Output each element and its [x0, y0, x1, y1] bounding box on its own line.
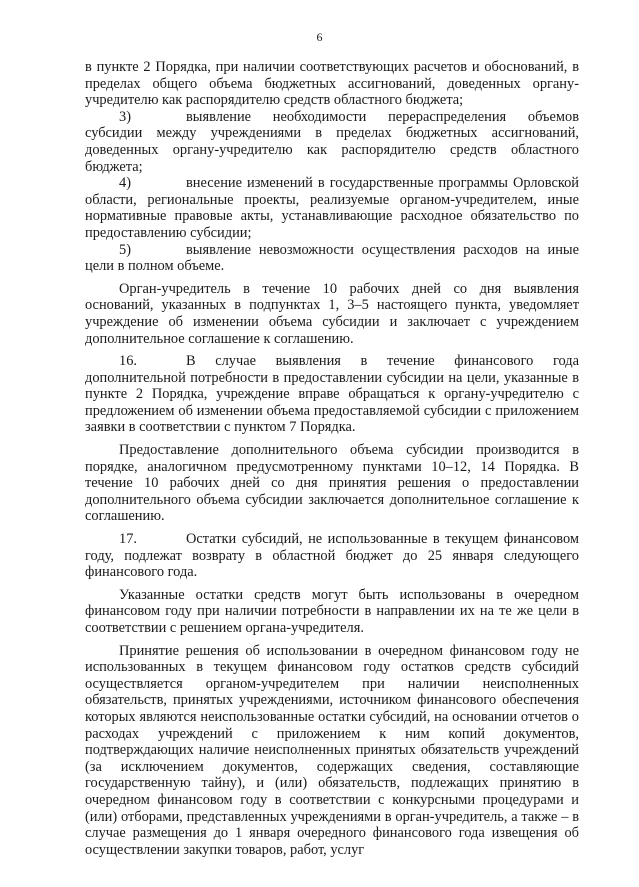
list-item-5	[85, 242, 579, 275]
list-number: 4)	[119, 175, 131, 192]
paragraph-decision: Принятие решения об использовании в очередном финансовом году не использованных в текущем финансовом году остатков средств субсидий осуществляется органом-учредителем при наличии неисполненных обязательств, принятых учреждениями, источником финансового обеспечения которых являются неиспользованные остатки субсидий, на основании отчетов о расходах учреждений с приложением к ним копий документов, подтверждающих наличие неисполненных принятых обязательств учреждений (за исключением документов, содержащих сведения, составляющие государственную тайну), и (или) обязательств, подлежащих принятию в очередном финансовом году в соответствии с конкурсными процедурами и (или) отборами, представленных учреждениями в орган-учредитель, а также – в случае размещения до 1 января очередного финансового года извещения об осуществлении закупки товаров, работ, услуг	[85, 642, 579, 858]
clause-number: 17.	[119, 531, 137, 548]
list-number: 3)	[119, 108, 131, 125]
paragraph-continuation: в пункте 2 Порядка, при наличии соответствующих расчетов и обоснований, в пределах общего объема бюджетных ассигнований, доведенных органу-учредителю как распорядителю средств областного бюджета;	[85, 59, 579, 109]
list-text: выявление невозможности осуществления расходов на иные цели в полном объеме.	[85, 241, 579, 275]
clause-16	[85, 353, 579, 436]
clause-number: 16.	[119, 353, 137, 370]
clause-text: Остатки субсидий, не использованные в текущем финансовом году, подлежат возврату в областной бюджет до 25 января следующего финансового года.	[85, 531, 579, 581]
document-body	[85, 59, 579, 858]
clause-17	[85, 531, 579, 581]
paragraph-additional-volume: Предоставление дополнительного объема субсидии производится в порядке, аналогичном предусмотренному пунктами 10–12, 14 Порядка. В течение 10 рабочих дней со дня принятия решения о предоставлении дополнительного объема субсидии заключается дополнительное соглашение к соглашению.	[85, 442, 579, 525]
list-text: выявление необходимости перераспределения объемов субсидии между учреждениями в пределах бюджетных ассигнований, доведенных органу-учредителю как распорядителю средств областного бюджета;	[85, 108, 579, 175]
page-number: 6	[316, 30, 323, 44]
list-item-4	[85, 175, 579, 241]
list-item-3	[85, 109, 579, 175]
list-number: 5)	[119, 241, 131, 258]
clause-text: В случае выявления в течение финансового года дополнительной потребности в предоставлении субсидии на цели, указанные в пункте 2 Порядка, учреждение вправе обращаться к органу-учредителю с предложением об изменении объема предоставляемой субсидии с приложением заявки в соответствии с пунктом 7 Порядка.	[85, 353, 579, 436]
paragraph-remaining-funds: Указанные остатки средств могут быть использованы в очередном финансовом году при наличии потребности в направлении их на те же цели в соответствии с решением органа-учредителя.	[85, 586, 579, 636]
list-text: внесение изменений в государственные программы Орловской области, региональные проекты, реализуемые органом-учредителем, иные нормативные правовые акты, устанавливающие расходное обязательство по предоставлению субсидии;	[85, 175, 579, 241]
paragraph-notification: Орган-учредитель в течение 10 рабочих дней со дня выявления оснований, указанных в подпунктах 1, 3–5 настоящего пункта, уведомляет учреждение об изменении объема субсидии и заключает с учреждением дополнительное соглашение к соглашению.	[85, 280, 579, 347]
